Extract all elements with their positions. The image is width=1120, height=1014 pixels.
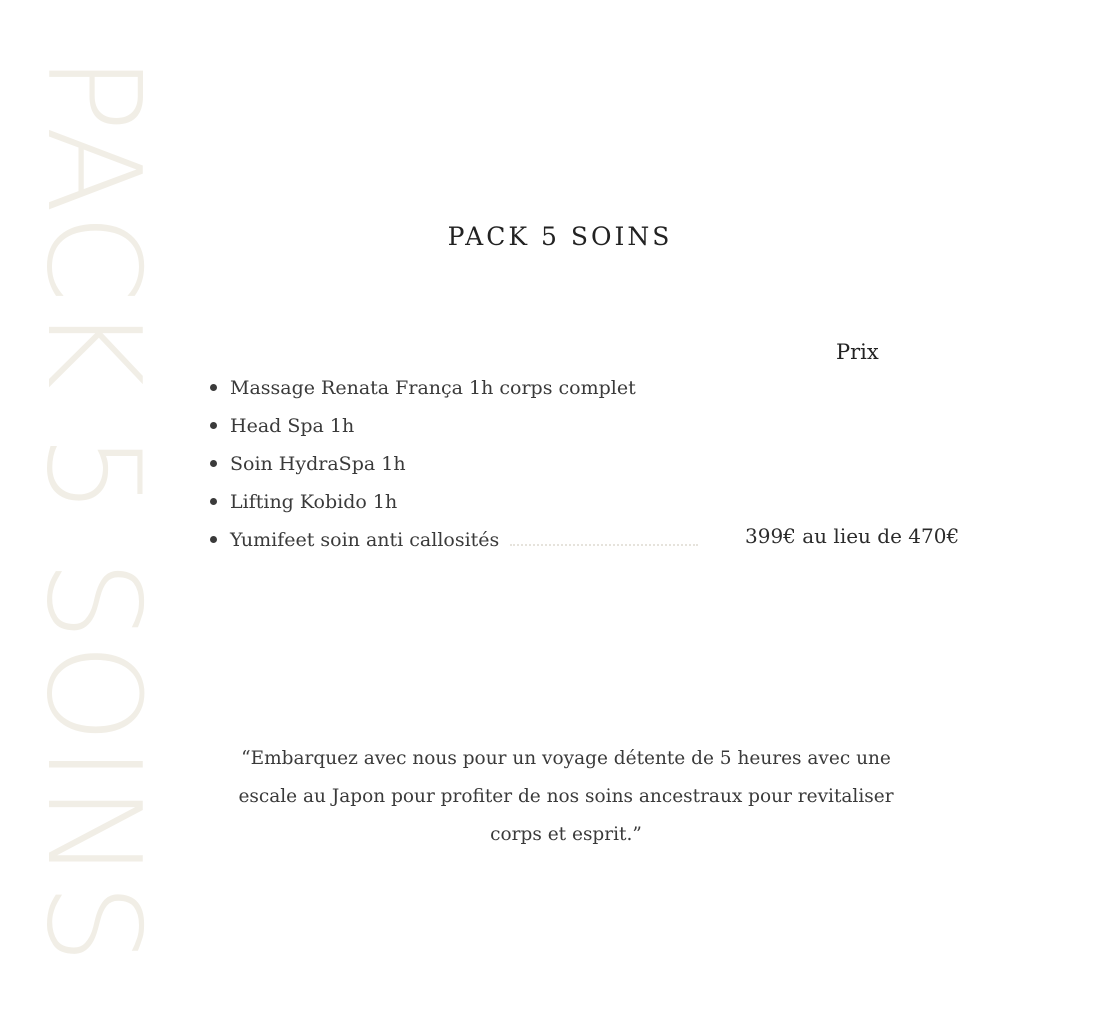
side-decorative-title-wrap: [18, 55, 167, 967]
treatment-label: Lifting Kobido 1h: [230, 491, 398, 513]
list-item: [210, 373, 636, 411]
treatment-label: Massage Renata França 1h corps complet: [230, 377, 636, 399]
list-item: [210, 487, 636, 525]
side-decorative-title: PACK 5 SOINS: [18, 55, 167, 967]
bullet-icon: [210, 498, 217, 505]
page-title: PACK 5 SOINS: [447, 222, 673, 251]
bullet-icon: [210, 536, 217, 543]
treatment-label: Head Spa 1h: [230, 415, 355, 437]
dotted-leader: [510, 544, 698, 546]
bullet-icon: [210, 384, 217, 391]
treatment-list: [210, 373, 636, 563]
price-column-header: Prix: [836, 340, 879, 364]
list-item: [210, 411, 636, 449]
pack-price: 399€ au lieu de 470€: [745, 524, 960, 548]
quote-text: “Embarquez avec nous pour un voyage détente de 5 heures avec une escale au Japon pour profiter de nos soins ancestraux pour revitaliser corps et esprit.”: [238, 748, 894, 845]
treatment-label: Soin HydraSpa 1h: [230, 453, 406, 475]
list-item: [210, 449, 636, 487]
bullet-icon: [210, 460, 217, 467]
treatment-label: Yumifeet soin anti callosités: [230, 529, 500, 551]
bullet-icon: [210, 422, 217, 429]
